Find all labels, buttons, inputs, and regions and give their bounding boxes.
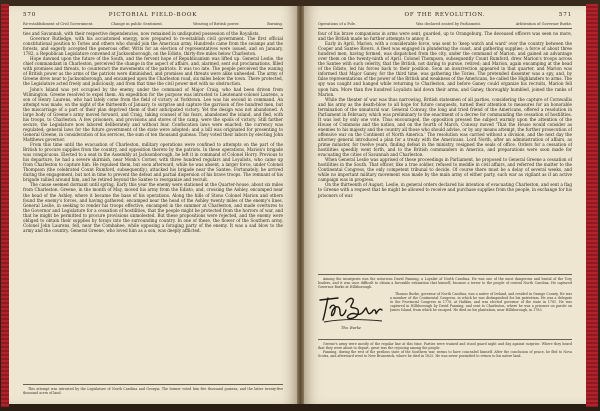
left-footnote	[23, 384, 283, 395]
footnote-text: Fanning, during the rest of the perilous state of the Southern war, seems to have concealed himself. After the conclusion of peace, he fled to Nova Scotia, and afterward went to New Brunswick, where he died in 1825. He was never permitted to return to his native land.	[318, 350, 572, 359]
right-body-text	[318, 31, 572, 271]
paragraph: ties and Savannah, with their respective dependencies, now remained in undisputed possession of the Royalists.	[23, 31, 260, 36]
paragraph: The cause seemed dormant until spring. Early this year the enemy were stationed at the Quarter-house, about six miles from Charleston. Greene, in the month of May, moved his army from the Edisto, and, crossing the Ashley, encamped near the head of the Ashley, where it became the base of his operations. Along the hills of Stono Colonel Marion and others found the enemy's forces, and having gathered, encamped near the head of the Ashley twenty miles of the enemy's lines. General Leslie, in seeking to render his troops effective, encamped in the summer at Charleston, and made overtures to the Governor and Legislature for a cessation of hostilities, that the people might be protected from the horrors of war, and that he might be permitted to procure provisions unmolested. But these propositions were rejected, and the enemy were obliged to obtain their supplies by forays into the surrounding country. In one of these, the flower of the Southern army, Colonel John Laurens, fell, near the Combahee, while opposing a foraging party of the enemy. It was a sad blow to the army and the country. General Greene, who loved him as a son, was deeply afflicted.	[23, 182, 283, 233]
paragraph: From this time until the evacuation of Charleston, military operations were confined to attempts on the part of the British to procure supplies from the country, and opposition thereto by the patriots. In these operations, Marion's brigade was conspicuous. Elected to a seat in the Assembly at Jacksonborough, he left it in command of Colonel Horry. Previous to his departure, he had a severe skirmish, near Monk's Corner, with three hundred regulars and Loyalists, who came up from Charleston to capture him. He repulsed them, but soon afterward, while he was absent, a larger force, under Colonel Thompson (the celebrated Count Rumford, subsequently), attacked his brigade near the Santee. Fortunately, he arrived during the engagement, but not in time to prevent the defeat and partial dispersion of his brave troops. The remnant of his brigade rallied around him, and he retired beyond the Santee to reorganize and recruit.	[23, 142, 283, 183]
left-subhead: Re-establishment of Civil Government.	[23, 22, 94, 26]
left-subhead: Change in public Sentiment.	[111, 22, 163, 26]
right-page	[304, 6, 586, 404]
left-page	[9, 6, 297, 404]
paragraph: While the theater of war was thus narrowing, British statesmen of all parties, considering the capture of Cornwallis and his army as the death-blow to all hope for future conquests, turned their attention to measures for an honorable termination of the unnatural war. General Conway, the long and tried friend of the Americans, offered a resolution in Parliament in February, which was preliminary to the enactment of a decree for commanding the cessation of hostilities. It was lost by only one vote. Thus encouraged, the opposition pressed the subject warmly upon the attention of the House of Commons and the nation, and on the fourth of March, Conway moved 'That the House would consider as enemies to his majesty and the country all those who should advise, or by any means attempt, the further prosecution of offensive war on the Continent of North America.' The resolution was carried without a division, and the next day the attorney general introduced a plan for a treaty with the Americans. Lord North, after an administration of affairs, as prime minister, for twelve years, finding defeat in the ministry, resigned the seals of office. Orders for a cessation of hostilities speedily went forth, and to the British commanders in America, and preparations were soon made for evacuating the cities of Savannah and Charleston.	[318, 96, 572, 158]
paragraph: When General Leslie was apprised of these proceedings in Parliament, he proposed to General Greene a cessation of hostilities in the South. That officer, like a true soldier, refused to meddle in civil affairs, and referred the matter to the Continental Congress, the only competent tribunal to decide. Of course there must be a delay of several weeks, and while no important military movement was made by the main army of either party, such war as vigilant as if an active campaign was in progress.	[318, 157, 572, 183]
signature-icon	[316, 292, 386, 326]
left-page-number: 570	[23, 12, 37, 18]
right-running-header	[318, 12, 572, 21]
signature-caption: Tho. Burke	[340, 326, 362, 330]
footnote-text: This attempt was intrusted by the Legislature of North Carolina and Georgia. The former voted him five thousand guineas, and the latter twenty-five thousand acres of land.	[23, 387, 283, 396]
left-subhead: Wearing of British power.	[193, 22, 240, 26]
right-subhead: Operations of a Pole.	[318, 22, 357, 26]
right-subhead: Arbitration of Governor Burke.	[515, 22, 572, 26]
left-running-title: PICTORIAL FIELD-BOOK	[108, 12, 198, 18]
left-running-header	[23, 12, 283, 21]
right-subheads	[318, 22, 572, 29]
right-running-title: OF THE REVOLUTION.	[404, 12, 486, 18]
right-footnote	[318, 274, 572, 291]
footnote-text: Thomas Burke, governor of North Carolina, was a native of Ireland, and resided in Orange County. He was a member of the Continental Congress, in which he was distinguished for his patriotism. He was a delegate to the Provincial Congress in 1776, at Halifax, and was elected governor of the state in 1781. He was captured in Hillsborough by David Fanning, and sent to Charleston, where he was a prisoner on parole on James Island, from which he escaped. He died on his plantation, near Hillsborough, in 1783.	[390, 292, 572, 313]
left-red-page-edge	[1, 4, 9, 407]
signature-illustration	[316, 292, 386, 334]
right-subhead: Was declared seated by Parliament.	[416, 22, 482, 26]
paragraph: Governor Rutledge, with his accustomed energy, now prepared to re-establish civil government. The first official constitutional position to Tories and others who should join the American army. Hundreds came from the swamps and the forests, and eagerly accepted the generous offer. Writs for an election of representatives were issued, and on January, 1782, a Republican Legislature convened at Jacksonborough, on the Edisto, thirty-five miles below Charleston.	[23, 36, 283, 57]
paragraph: John's Island was yet occupied by the enemy, under the command of Major Craig, who had been driven from Wilmington. Greene resolved to expel them. An expedition for the purpose was intrusted to Lieutenant-colonel Laurens, a son of Henry Laurens, who had lately come from the field of victory at Yorktown. Lee was his second in command. An attempt was made, on the night of the thirteenth of January, to surprise and capture the garrison of five hundred men, but the miscarriage of a part of their plan deprived them of their anticipated victory. Yet the design was not abandoned. A large body of Greene's army moved forward, and Craig, taking counsel of his fears, abandoned the island, and fled, with his troops, to Charleston. A few prisoners, and provisions and stores of the camp, were the spoils of victory. Still farther secure, the Legislature now labored deliberately and without fear. Confiscation laws were enacted; the currency was regulated; general laws for the future government of the state were adopted; and a bill was originated for presenting to General Greene, in consideration of his services, the sum of ten thousand guineas. They voted their labors by electing John Matthews governor.	[23, 86, 283, 142]
signature-side-text	[390, 292, 572, 336]
left-body-text	[23, 31, 283, 379]
paragraph: On the thirteenth of August, Leslie, in general orders declared his intention of evacuating Charleston, and sent a flag to Greene with a request that he might be allowed to receive and purchase supplies from the people, in exchange for his prisoners of war.	[318, 182, 572, 198]
right-bottom-notes	[318, 339, 572, 400]
paragraph: Early in April, Marion, with a considerable force, was sent to 'keep watch and ward' over the country between the Cooper and Santee Rivers. A fleet was engaged in plundering the coast, and gathering supplies; a force of about three hundred men, having formed, was dispatched from the city, under the command of Marion, and gained an advantage over them on the twenty-ninth of April. Colonel Thompson, subsequently Count Rumford, drew Marion's troops across the Santee with such celerity, that the British, not daring to pursue, retired; and Marion, again encamping at the head of the Edisto, led his forces back to their position. Soon an insurrection appeared in that quarter, and Marion was informed that Major Ganey, for the third time, was gathering the Tories. The pretended dissenter was a spy, and, by false representations of the power of the British and weakness of the Americans, he called the Highlanders to arms. The spy was caught and hanged while returning to Charleston, and before Ganey could organize his recruits, Marion fell upon him. More than five hundred Loyalists laid down their arms, and Ganey, thoroughly humbled, joined the ranks of Marion.	[318, 41, 572, 97]
book-gutter	[297, 6, 304, 404]
footnote-text: Greene's army were mostly of the regular line at this time. Parties were trained and stood guard night and day against surprise. Where they heard that they were about to depart, great was the rejoicing among the people.	[318, 342, 572, 351]
right-red-page-edge	[586, 4, 598, 407]
paragraph: Hope dawned upon the future of the South, and the fervent hope of Republicanism was lifted up. General Leslie, the chief commandant in Charleston, perceived the change in the aspect of affairs, and, alarmed, sent out proclamations, filled with promises and threats, to counteract the movements of the patriots. It was too late. The people perceived the waning of British power as the arms of the patriots were diminished, and promises and threats were alike unheeded. The army of Greene drew near to Jacksonborough, and encamped upon the Charleston road, six miles below the town. There protected, the Legislature acted freely and judiciously, and from that time the civil power met with no obstruction.	[23, 56, 283, 87]
footnote-text: Among the insurgents was the notorious David Fanning, a Loyalist of North Carolina. He was one of the most dangerous and brutal of the Tory leaders, and it was once difficult to obtain a favorable estimation that himself, because a terror to the people of central North Carolina. He captured Governor Burke at Hillsborough.	[318, 277, 572, 290]
paragraph: four of his brave companions in arms were sent, guarded, up to Orangeburg. The deceased officers was seen no more, and the British made no further attempts to annoy it.	[318, 31, 572, 42]
left-subheads	[23, 22, 283, 29]
left-subhead: Burning.	[267, 22, 283, 26]
right-page-number: 571	[558, 12, 572, 18]
